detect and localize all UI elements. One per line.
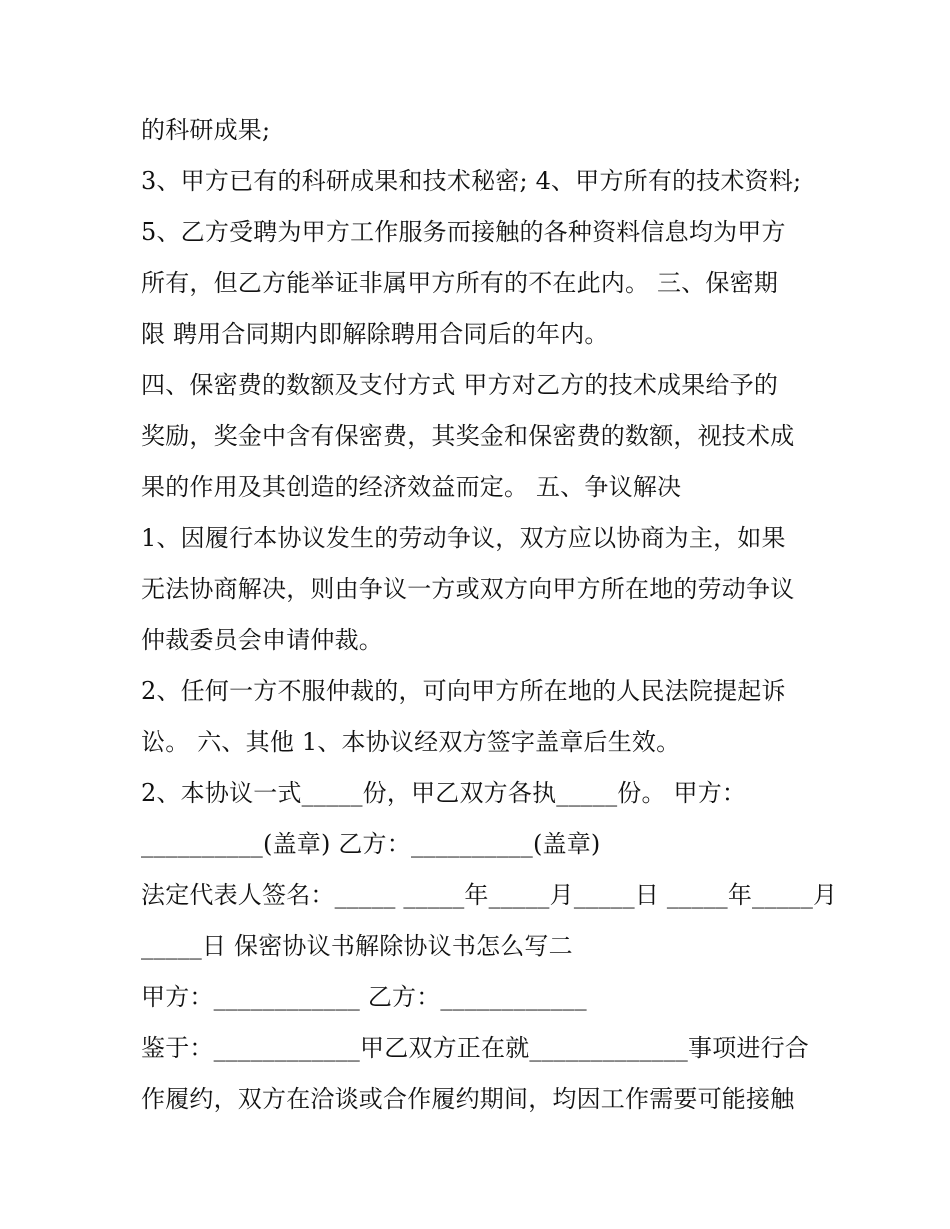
text-line-7: 奖励，奖金中含有保密费，其奖金和保密费的数额，视技术成 xyxy=(141,422,795,450)
text-line-4: 所有，但乙方能举证非属甲方所有的不在此内。 三、保密期 xyxy=(141,269,779,297)
text-line-8: 果的作用及其创造的经济效益而定。 五、争议解决 xyxy=(141,473,682,501)
text-line-2: 3、甲方已有的科研成果和技术秘密; 4、甲方所有的技术资料; xyxy=(141,167,802,195)
text-line-12: 2、任何一方不服仲裁的，可向甲方所在地的人民法院提起诉 xyxy=(141,677,786,705)
text-line-13: 讼。 六、其他 1、本协议经双方签字盖章后生效。 xyxy=(141,728,681,756)
document-body xyxy=(141,105,838,1125)
text-line-9: 1、因履行本协议发生的劳动争议，双方应以协商为主，如果 xyxy=(141,524,786,552)
text-line-6: 四、保密费的数额及支付方式 甲方对乙方的技术成果给予的 xyxy=(141,371,779,399)
text-line-1: 的科研成果; xyxy=(141,116,271,144)
text-line-14: 2、本协议一式_____份，甲乙双方各执_____份。 甲方： xyxy=(141,779,747,807)
text-line-20: 作履约，双方在洽谈或合作履约期间，均因工作需要可能接触 xyxy=(141,1085,795,1113)
text-line-11: 仲裁委员会申请仲裁。 xyxy=(141,626,383,654)
text-line-15: __________(盖章) 乙方：__________(盖章) xyxy=(141,830,601,858)
text-line-10: 无法协商解决，则由争议一方或双方向甲方所在地的劳动争议 xyxy=(141,575,795,603)
text-line-3: 5、乙方受聘为甲方工作服务而接触的各种资料信息均为甲方 xyxy=(141,218,786,246)
text-line-19: 鉴于：____________甲乙双方正在就_____________事项进行合 xyxy=(141,1034,809,1062)
text-line-17: _____日 保密协议书解除协议书怎么写二 xyxy=(141,932,573,960)
text-line-16: 法定代表人签名：_____ _____年_____月_____日 _____年_____月 xyxy=(141,881,838,909)
text-line-5: 限 聘用合同期内即解除聘用合同后的年内。 xyxy=(141,320,609,348)
text-line-18: 甲方：____________ 乙方：____________ xyxy=(141,983,587,1011)
